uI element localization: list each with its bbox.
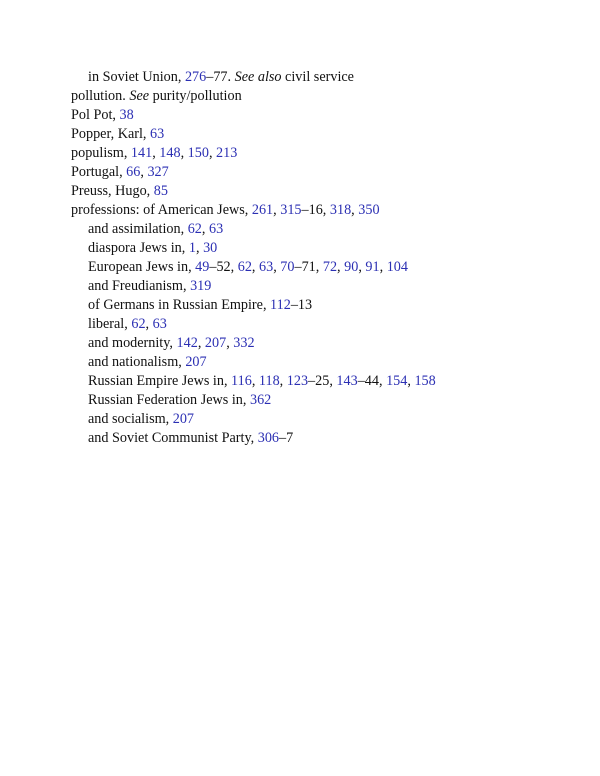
index-entry-text: –7 [279, 430, 294, 446]
page-reference-link[interactable]: 306 [257, 430, 280, 446]
index-subentry [71, 372, 591, 391]
index-entry-list [71, 68, 591, 448]
index-entry-text: , [379, 259, 387, 275]
index-subentry [71, 410, 591, 429]
page-reference-link[interactable]: 116 [231, 373, 252, 389]
index-entry-text: liberal, [88, 316, 132, 332]
index-entry-text: and nationalism, [88, 354, 186, 370]
index-entry-text: , [351, 202, 359, 218]
index-subentry [71, 334, 591, 353]
page-reference-link[interactable]: 30 [203, 240, 218, 256]
index-subentry [71, 353, 591, 372]
index-entry-text: , [273, 259, 281, 275]
page-reference-link[interactable]: 104 [386, 259, 408, 275]
page-reference-link[interactable]: 38 [119, 107, 134, 123]
index-entry-text: Russian Empire Jews in, [88, 373, 232, 389]
index-subentry [71, 220, 591, 239]
index-entry-text: , [208, 145, 217, 161]
index-entry-text: , [201, 221, 209, 237]
index-entry [71, 201, 591, 220]
index-entry-text: –52, [209, 259, 238, 275]
page-reference-link[interactable]: 318 [329, 202, 352, 218]
index-entry-text: professions: of American Jews, [71, 202, 252, 218]
index-entry-text: Preuss, Hugo, [71, 183, 154, 199]
cross-reference-label: See [129, 88, 150, 104]
page-reference-link[interactable]: 70 [280, 259, 295, 275]
index-entry-text: , [337, 259, 345, 275]
index-entry [71, 163, 591, 182]
page-reference-link[interactable]: 150 [187, 145, 209, 161]
index-entry-text: , [279, 373, 287, 389]
page-reference-link[interactable]: 327 [147, 164, 169, 180]
index-entry-text: –25, [308, 373, 337, 389]
page-reference-link[interactable]: 261 [251, 202, 274, 218]
index-entry-text: , [180, 145, 188, 161]
index-entry-text: and Soviet Communist Party, [88, 430, 258, 446]
index-entry-text: diaspora Jews in, [88, 240, 189, 256]
index-entry-text: , [140, 164, 148, 180]
index-subentry [71, 258, 591, 277]
page-reference-link[interactable]: 315 [280, 202, 302, 218]
index-entry-text: –77. [206, 69, 235, 85]
index-entry-text: in Soviet Union, [88, 69, 185, 85]
index-entry-text: civil service [281, 69, 354, 85]
index-entry-text: and Freudianism, [88, 278, 191, 294]
page-reference-link[interactable]: 62 [187, 221, 202, 237]
page-reference-link[interactable]: 142 [176, 335, 198, 351]
index-entry [71, 125, 591, 144]
page-reference-link[interactable]: 1 [188, 240, 196, 256]
page-reference-link[interactable]: 207 [185, 354, 207, 370]
index-entry-text: –44, [357, 373, 387, 389]
page-reference-link[interactable]: 62 [131, 316, 146, 332]
index-entry-text: , [407, 373, 415, 389]
index-entry-text: , [226, 335, 234, 351]
index-entry-text: Russian Federation Jews in, [88, 392, 250, 408]
page-reference-link[interactable]: 85 [153, 183, 168, 199]
index-entry [71, 182, 591, 201]
index-entry [71, 106, 591, 125]
page-reference-link[interactable]: 63 [208, 221, 224, 237]
page-reference-link[interactable]: 63 [259, 259, 274, 275]
index-subentry [71, 315, 591, 334]
index-entry-text: populism, [71, 145, 131, 161]
index-subentry [71, 391, 591, 410]
page-reference-link[interactable]: 91 [365, 259, 380, 275]
page-reference-link[interactable]: 362 [249, 392, 272, 408]
page-reference-link[interactable]: 148 [159, 145, 181, 161]
index-entry-text: –16, [301, 202, 330, 218]
index-entry-text: , [197, 335, 205, 351]
index-subentry [71, 429, 591, 448]
index-entry-text: European Jews in, [88, 259, 196, 275]
page-reference-link[interactable]: 213 [216, 145, 238, 161]
index-entry-text: Portugal, [71, 164, 127, 180]
page-reference-link[interactable]: 90 [344, 259, 359, 275]
index-entry-text: and socialism, [88, 411, 173, 427]
index-entry-text: –13 [290, 297, 313, 313]
page-reference-link[interactable]: 319 [190, 278, 212, 294]
page-reference-link[interactable]: 123 [286, 373, 309, 389]
index-entry-text: , [195, 240, 204, 256]
index-entry-text: of Germans in Russian Empire, [88, 297, 271, 313]
index-entry-text: and assimilation, [88, 221, 188, 237]
index-subentry [71, 68, 591, 87]
page-reference-link[interactable]: 276 [184, 69, 207, 85]
page-reference-link[interactable]: 143 [336, 373, 358, 389]
page-reference-link[interactable]: 63 [150, 126, 165, 142]
index-entry-text: , [273, 202, 281, 218]
index-subentry [71, 296, 591, 315]
page-reference-link[interactable]: 332 [233, 335, 255, 351]
index-entry-text: Pol Pot, [71, 107, 120, 123]
cross-reference-label: See also [234, 69, 282, 85]
index-entry-text: , [145, 316, 153, 332]
index-subentry [71, 239, 591, 258]
page-reference-link[interactable]: 66 [126, 164, 141, 180]
page-reference-link[interactable]: 112 [270, 297, 291, 313]
index-entry-text: pollution. [71, 88, 130, 104]
page-reference-link[interactable]: 207 [172, 411, 194, 427]
index-entry-text: Popper, Karl, [71, 126, 151, 142]
index-entry-text: , [251, 259, 260, 275]
page-reference-link[interactable]: 158 [414, 373, 436, 389]
index-entry-text: purity/pollution [149, 88, 242, 104]
index-subentry [71, 277, 591, 296]
page-reference-link[interactable]: 72 [322, 259, 338, 275]
page-reference-link[interactable]: 207 [204, 335, 227, 351]
page-reference-link[interactable]: 63 [152, 316, 167, 332]
page-reference-link[interactable]: 141 [130, 145, 153, 161]
index-entry [71, 87, 591, 106]
index-entry-text: , [358, 259, 366, 275]
page-reference-link[interactable]: 350 [358, 202, 380, 218]
page-reference-link[interactable]: 118 [258, 373, 280, 389]
page-reference-link[interactable]: 49 [195, 259, 210, 275]
page-reference-link[interactable]: 62 [237, 259, 252, 275]
index-entry-text: and modernity, [88, 335, 177, 351]
index-entry-text: , [251, 373, 259, 389]
page-reference-link[interactable]: 154 [386, 373, 408, 389]
index-entry [71, 144, 591, 163]
index-entry-text: , [152, 145, 160, 161]
index-entry-text: –71, [294, 259, 323, 275]
